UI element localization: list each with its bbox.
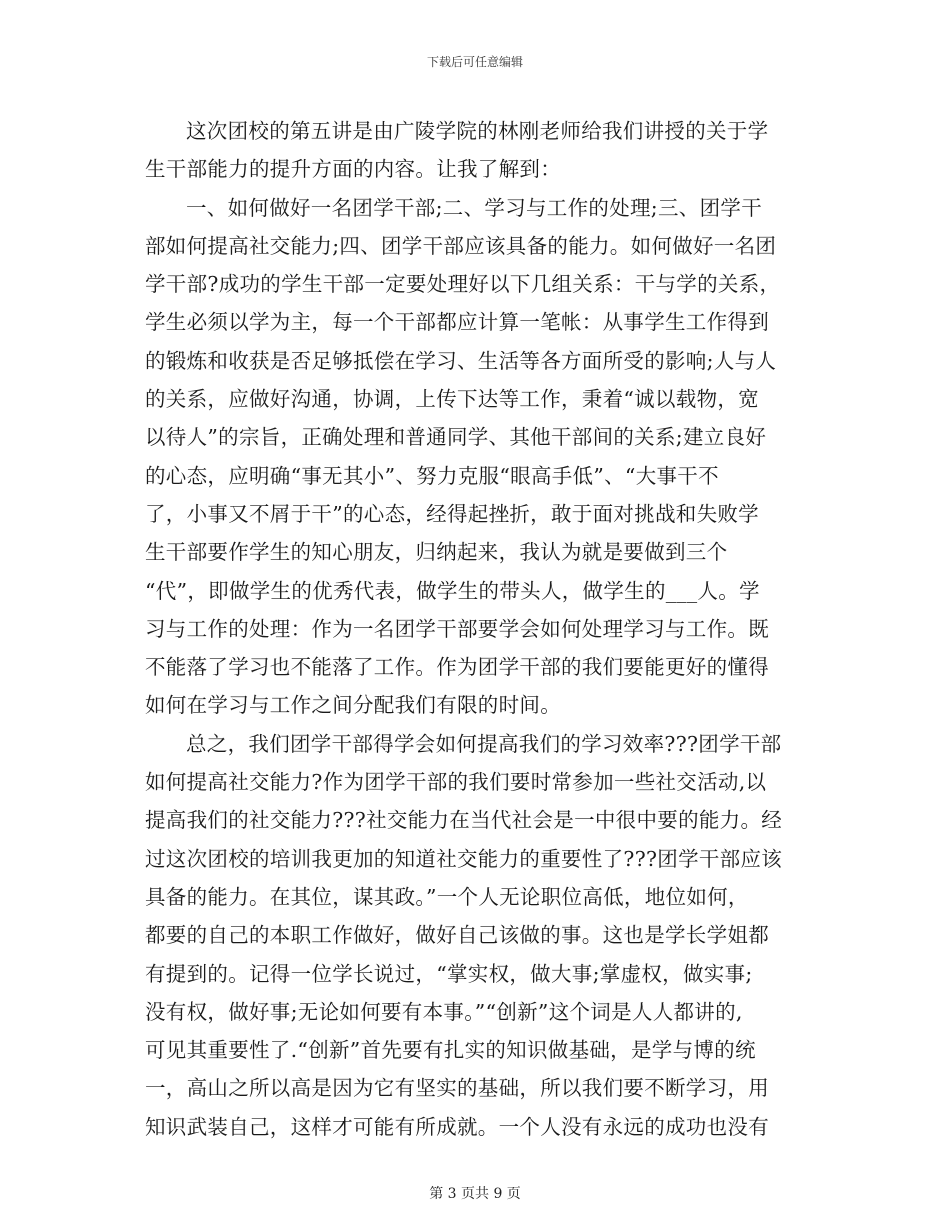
text-line: 一，高山之所以高是因为它有坚实的基础，所以我们要不断学习，用 — [145, 1076, 769, 1101]
text-line: “代”，即做学生的优秀代表，做学生的带头人，做学生的___人。学 — [145, 578, 760, 603]
text-line: 的心态，应明确“事无其小”、努力克服“眼高手低”、“大事干不 — [145, 463, 719, 488]
text-line: 生干部能力的提升方面的内容。让我了解到： — [145, 157, 561, 182]
text-line: 习与工作的处理：作为一名团学干部要学会如何处理学习与工作。既 — [145, 616, 769, 641]
text-line: 的关系，应做好沟通，协调，上传下达等工作，秉着“诚以载物，宽 — [145, 387, 759, 412]
text-line: 过这次团校的培训我更加的知道社交能力的重要性了???团学干部应该 — [145, 846, 783, 871]
text-line: 一、如何做好一名团学干部;二、学习与工作的处理;三、团学干 — [186, 195, 763, 220]
text-line: 总之，我们团学干部得学会如何提高我们的学习效率???团学干部 — [186, 731, 782, 756]
text-line: 的锻炼和收获是否足够抵偿在学习、生活等各方面所受的影响;人与人 — [145, 348, 777, 373]
text-line: 提高我们的社交能力???社交能力在当代社会是一中很中要的能力。经 — [145, 808, 783, 833]
text-line: 如何在学习与工作之间分配我们有限的时间。 — [145, 693, 561, 718]
page-header: 下载后可任意编辑 — [426, 55, 523, 69]
text-line: 有提到的。记得一位学长说过，“掌实权，做大事;掌虚权，做实事; — [145, 961, 753, 986]
text-line: 生干部要作学生的知心朋友，归纳起来，我认为就是要做到三个 — [145, 540, 728, 565]
text-line: 部如何提高社交能力;四、团学干部应该具备的能力。如何做好一名团 — [145, 233, 777, 258]
text-line: 这次团校的第五讲是由广陵学院的林刚老师给我们讲授的关于学 — [186, 119, 769, 143]
document-body — [145, 112, 805, 1146]
page-footer: 第 3 页共 9 页 — [429, 1186, 521, 1202]
text-line: 学干部?成功的学生干部一定要处理好以下几组关系：干与学的关系， — [145, 272, 781, 297]
text-line: 知识武装自己，这样才可能有所成就。一个人没有永远的成功也没有 — [145, 1114, 769, 1139]
text-line: 了，小事又不屑于干”的心态，经得起挫折，敢于面对挑战和失败学 — [145, 501, 759, 526]
text-line: 具备的能力。在其位，谋其政。”一个人无论职位高低，地位如何， — [145, 884, 749, 909]
text-line: 可见其重要性了.“创新”首先要有扎实的知识做基础，是学与博的统 — [145, 1038, 756, 1063]
text-line: 都要的自己的本职工作做好，做好自己该做的事。这也是学长学姐都 — [145, 923, 769, 948]
text-line: 以待人”的宗旨，正确处理和普通同学、其他干部间的关系;建立良好 — [145, 425, 767, 450]
text-line: 学生必须以学为主，每一个干部都应计算一笔帐：从事学生工作得到 — [145, 310, 769, 335]
text-line: 没有权，做好事;无论如何要有本事。”“创新”这个词是人人都讲的, — [145, 999, 743, 1024]
text-line: 不能落了学习也不能落了工作。作为团学干部的我们要能更好的懂得 — [145, 655, 769, 680]
text-line: 如何提高社交能力?作为团学干部的我们要时常参加一些社交活动,以 — [145, 770, 767, 795]
